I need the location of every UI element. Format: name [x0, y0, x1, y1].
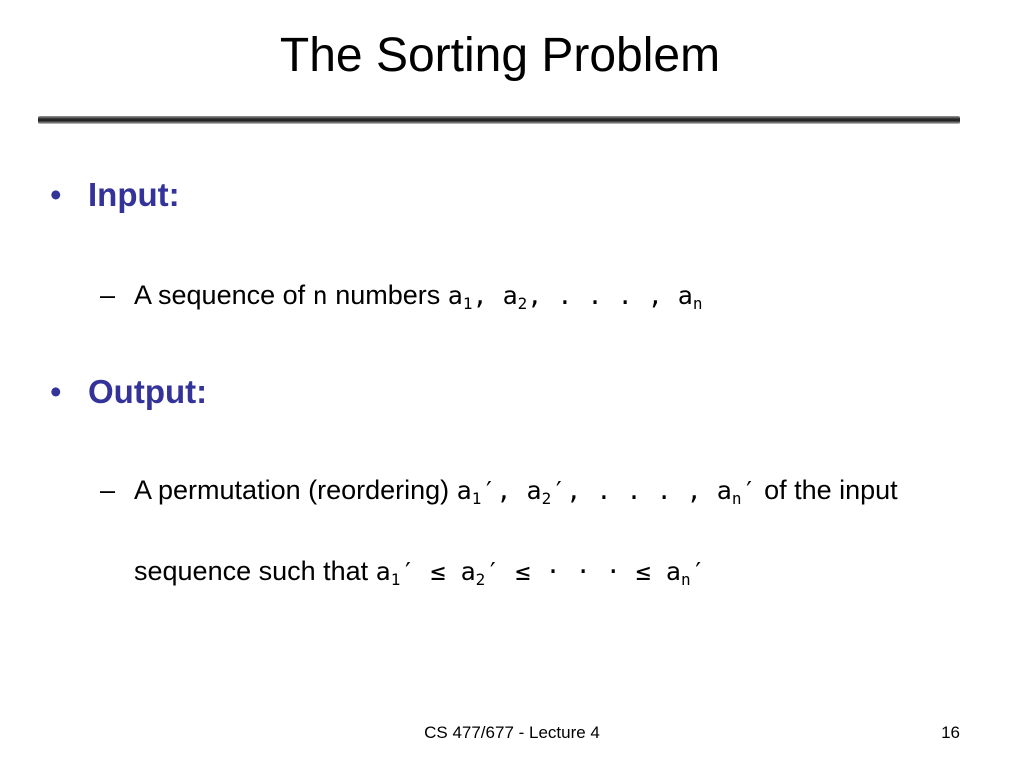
dash-marker: –	[100, 280, 116, 310]
math-permutation: $a_1'$, $a_2'$, . . . , $a_n'$	[456, 476, 757, 508]
bullet-output	[50, 373, 207, 411]
bullet-marker: •	[50, 373, 62, 410]
input-description: A sequence of n numbers $a_1$, $a_2$, . . . , $a_n$	[134, 280, 703, 313]
bullet-input	[50, 176, 180, 214]
output-description-line1: A permutation (reordering) $a_1'$, $a_2'$, . . . , $a_n'$ of the input	[134, 475, 898, 508]
sub-bullet-input	[100, 280, 703, 313]
bullet-marker: •	[50, 176, 62, 213]
footer-course: CS 477/677 - Lecture 4	[424, 723, 600, 742]
math-sequence: $a_1$, $a_2$, . . . , $a_n$	[447, 281, 703, 313]
page-number: 16	[941, 723, 960, 742]
math-ordering: $a_1' \le a_2'$ ≤ · · · ≤ $a_n'$	[375, 557, 706, 589]
slide-title: The Sorting Problem	[279, 29, 721, 82]
output-description-line2: sequence such that $a_1' \le a_2'$ ≤ · · · ≤ $a_n'$	[134, 556, 706, 589]
sub-bullet-output	[100, 475, 898, 508]
dash-marker: –	[100, 475, 116, 505]
bullet-input-label: Input:	[88, 176, 180, 213]
math-n: n	[312, 281, 328, 310]
title-divider	[38, 116, 960, 124]
bullet-output-label: Output:	[88, 373, 208, 410]
